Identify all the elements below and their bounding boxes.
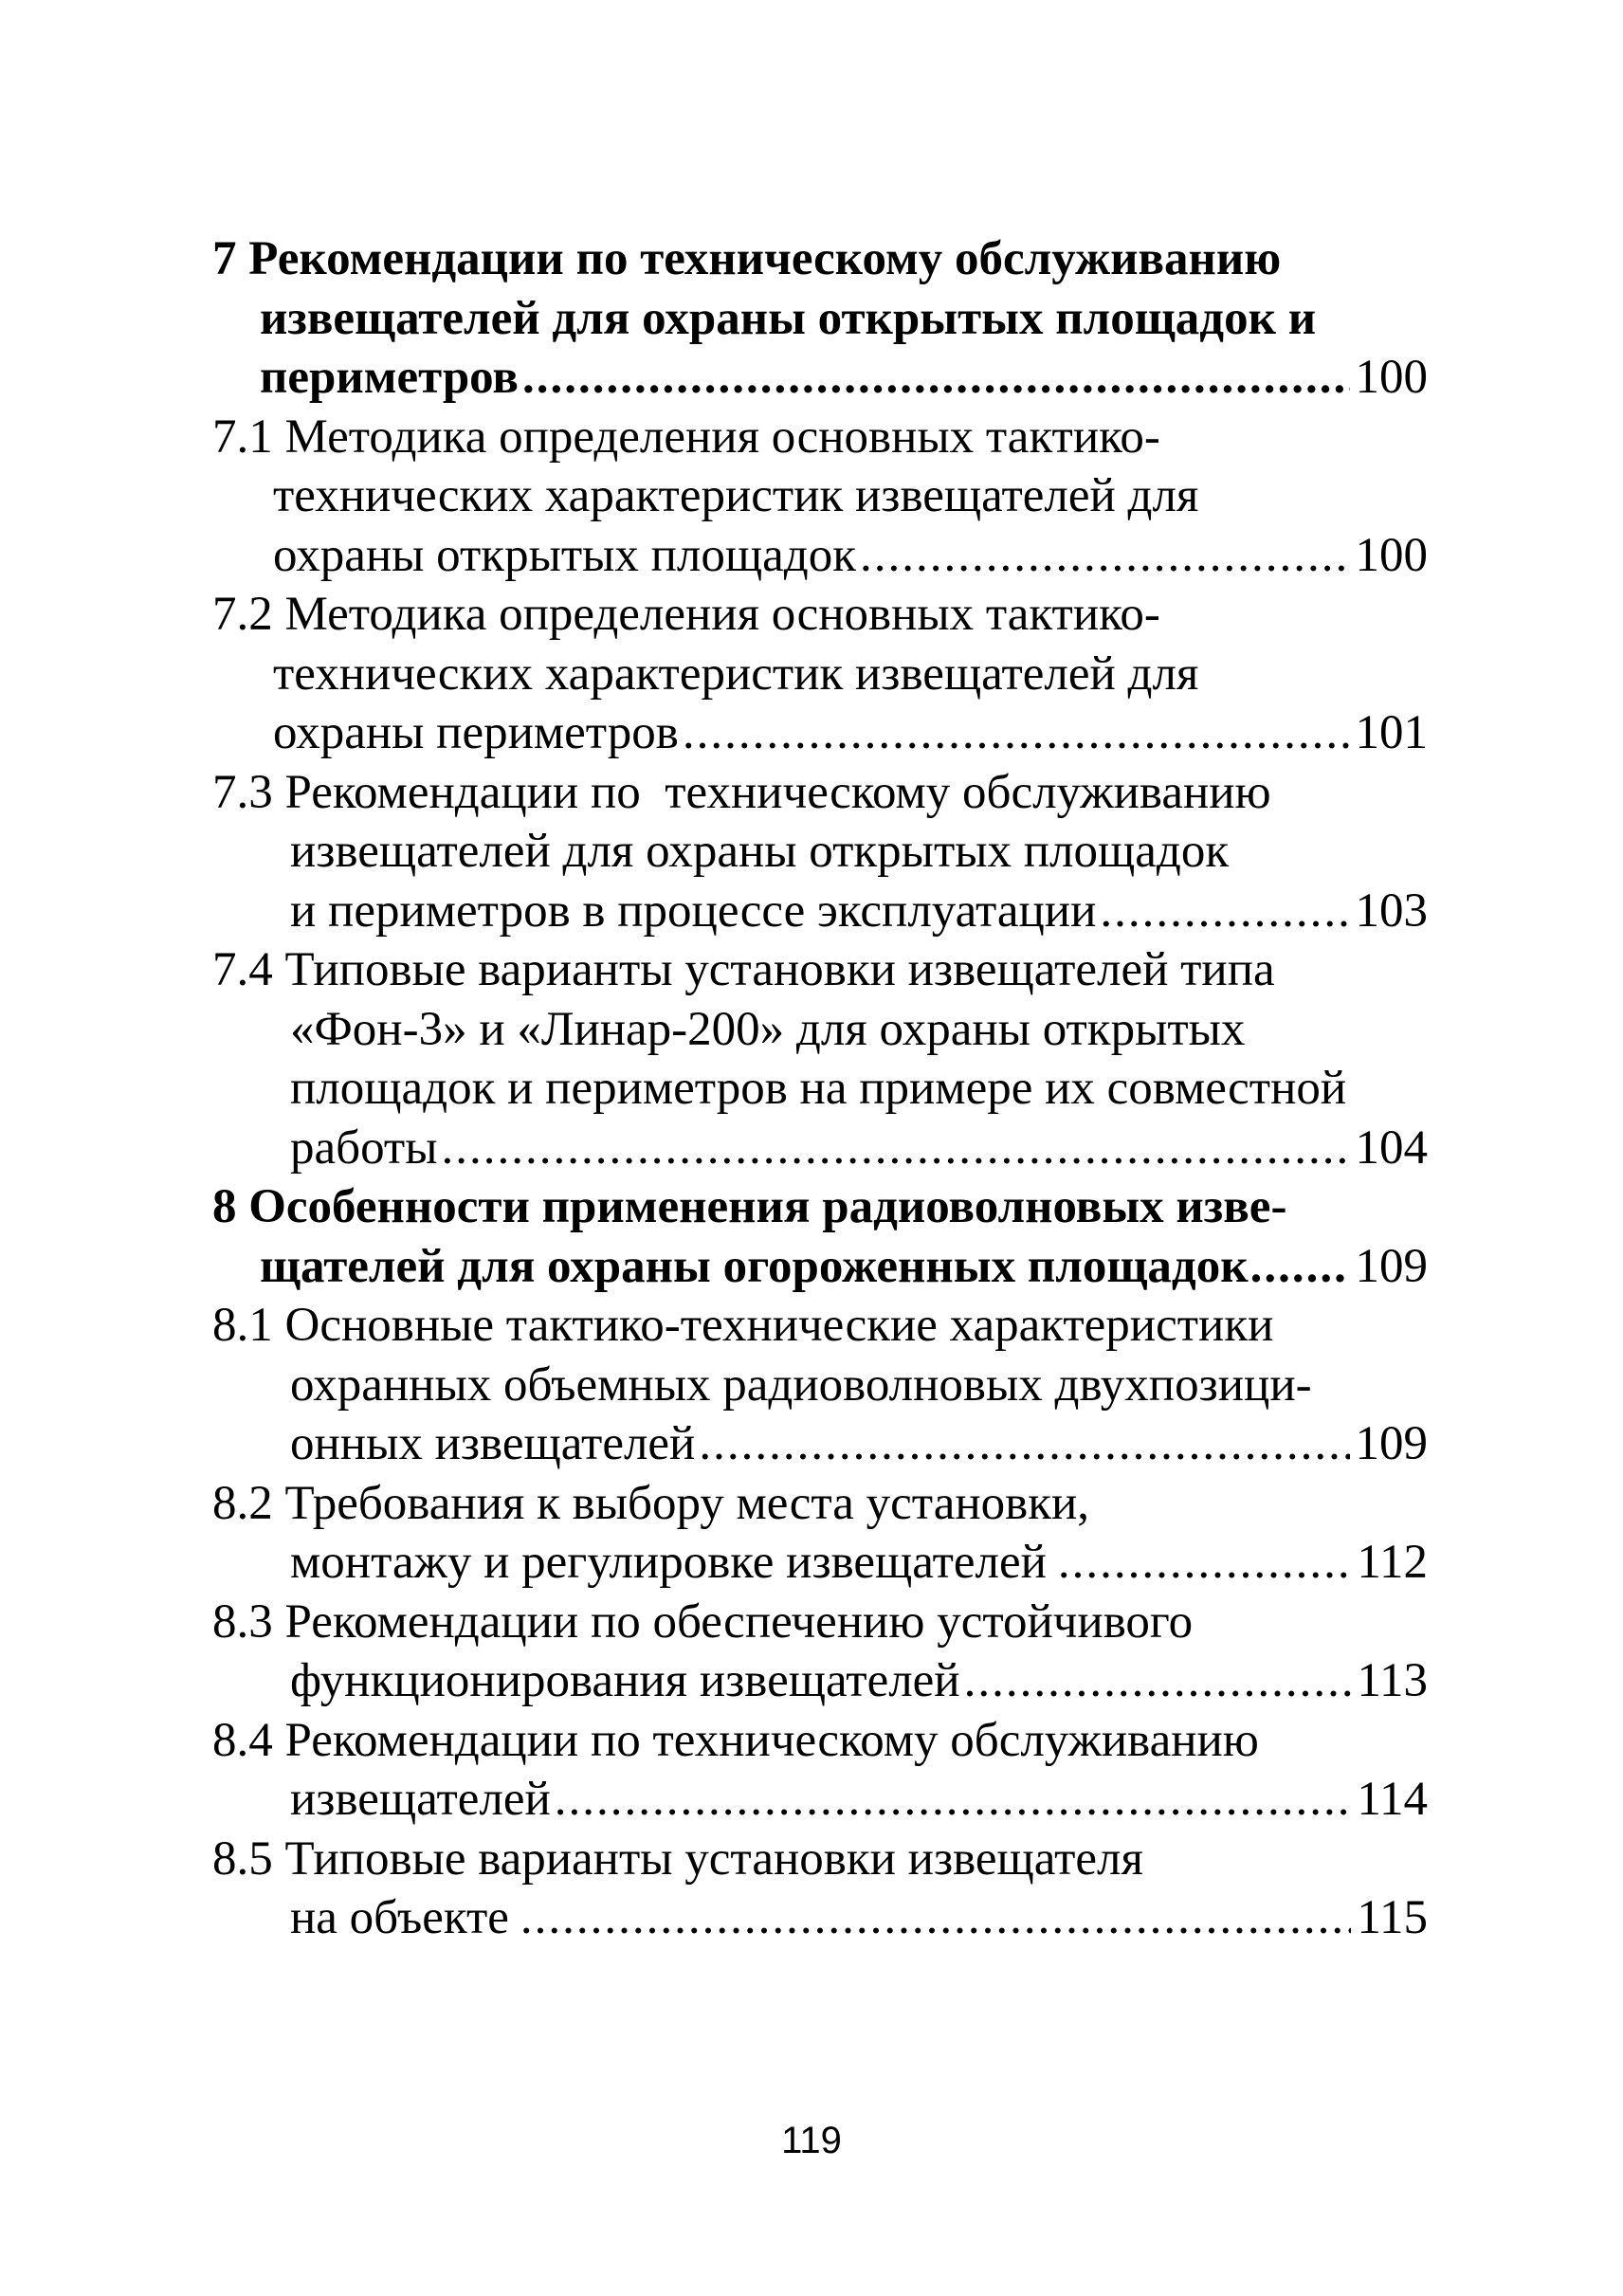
toc-entry-7-2	[212, 585, 1428, 763]
dot-leader	[441, 1119, 1349, 1178]
toc-line	[212, 1711, 1428, 1771]
toc-entry-text: на объекте	[290, 1891, 509, 1944]
toc-entry-text: 7 Рекомендации по техническому обслуживанию	[212, 232, 1282, 285]
toc-page-number: 109	[1355, 1239, 1428, 1293]
toc-entry-text: 8.1 Основные тактико-технические характеристики	[212, 1299, 1274, 1352]
toc-entry-text: онных извещателей	[290, 1417, 696, 1470]
toc-line	[212, 645, 1428, 704]
toc-line	[212, 1770, 1428, 1830]
toc-line	[212, 1177, 1428, 1237]
dot-leader	[1100, 882, 1349, 941]
toc-entry-text: 7.4 Типовые варианты установки извещателей типа	[212, 943, 1275, 996]
toc-line	[212, 1356, 1428, 1415]
toc-entry-text: 8.2 Требования к выбору места установки,	[212, 1476, 1090, 1530]
toc-entry-text: извещателей	[290, 1773, 551, 1826]
toc-line	[212, 1119, 1428, 1178]
toc-line	[212, 882, 1428, 941]
toc-page-number: 113	[1357, 1654, 1428, 1707]
table-of-contents	[212, 229, 1428, 1948]
toc-entry-text: 8 Особенности применения радиоволновых изве-	[212, 1180, 1287, 1233]
toc-page-number: 101	[1355, 706, 1428, 759]
toc-entry-text: охраны открытых площадок	[273, 528, 857, 582]
toc-line	[212, 940, 1428, 1000]
toc-entry-7-4	[212, 940, 1428, 1177]
toc-page-number: 114	[1357, 1773, 1428, 1826]
toc-line	[212, 585, 1428, 645]
toc-entry-text: работы	[290, 1121, 438, 1175]
toc-line	[212, 1888, 1428, 1948]
toc-page-number: 115	[1357, 1891, 1428, 1944]
toc-line	[212, 1651, 1428, 1711]
toc-entry-8-3	[212, 1593, 1428, 1711]
dot-leader	[964, 1651, 1352, 1711]
toc-entry-text: функционирования извещателей	[290, 1654, 960, 1707]
toc-entry-text: 7.3 Рекомендации по техническому обслуживанию	[212, 765, 1271, 819]
toc-entry-text: площадок и периметров на примере их совместной	[290, 1062, 1347, 1115]
dot-leader	[1250, 1237, 1350, 1297]
page-number-footer: 119	[781, 2120, 842, 2161]
toc-entry-8-4	[212, 1711, 1428, 1830]
toc-line	[212, 1533, 1428, 1593]
toc-line	[212, 526, 1428, 586]
dot-leader	[699, 1414, 1349, 1474]
toc-page-number: 103	[1355, 884, 1428, 938]
toc-line	[212, 822, 1428, 882]
toc-entry-text: технических характеристик извещателей для	[273, 647, 1199, 701]
toc-entry-text: 7.1 Методика определения основных тактико-	[212, 410, 1160, 464]
toc-line	[212, 1414, 1428, 1474]
toc-entry-text: охраны периметров	[273, 706, 679, 759]
toc-line	[212, 1059, 1428, 1119]
toc-entry-text: 7.2 Методика определения основных тактико-	[212, 588, 1160, 641]
dot-leader	[683, 703, 1350, 763]
toc-line	[212, 1296, 1428, 1356]
dot-leader	[1058, 1533, 1351, 1593]
toc-line	[212, 703, 1428, 763]
toc-entry-text: 8.5 Типовые варианты установки извещателя	[212, 1831, 1143, 1886]
toc-entry-7-3	[212, 763, 1428, 941]
toc-entry-text: извещателей для охраны открытых площадок и	[260, 291, 1317, 345]
toc-entry-text: охранных объемных радиоволновых двухпозици-	[290, 1358, 1312, 1412]
toc-entry-text: извещателей для охраны открытых площадок	[290, 825, 1230, 878]
toc-line	[212, 348, 1428, 408]
toc-line	[212, 1593, 1428, 1652]
toc-entry-text: монтажу и регулировке извещателей	[290, 1536, 1047, 1589]
toc-line	[212, 1000, 1428, 1060]
toc-entry-7-1	[212, 408, 1428, 586]
toc-entry-8-2	[212, 1474, 1428, 1593]
dot-leader	[520, 1888, 1351, 1948]
toc-page-number: 100	[1355, 528, 1428, 582]
toc-page-number: 109	[1355, 1417, 1428, 1470]
toc-line	[212, 763, 1428, 823]
toc-entry-text: периметров	[260, 351, 519, 404]
toc-line	[212, 1474, 1428, 1534]
toc-line	[212, 408, 1428, 467]
toc-page-number: 104	[1355, 1121, 1428, 1175]
toc-entry-text: 8.3 Рекомендации по обеспечению устойчивого	[212, 1594, 1194, 1649]
toc-line	[212, 229, 1428, 289]
toc-entry-text: 8.4 Рекомендации по техническому обслуживанию	[212, 1713, 1259, 1767]
toc-line	[212, 1830, 1428, 1889]
toc-entry-text: щателей для охраны огороженных площадок	[260, 1239, 1249, 1293]
toc-entry-text: технических характеристик извещателей для	[273, 469, 1199, 522]
toc-page-number: 100	[1355, 351, 1428, 404]
toc-entry-text: и периметров в процессе эксплуатации	[290, 884, 1097, 938]
dot-leader	[555, 1770, 1352, 1830]
toc-entry-8-1	[212, 1296, 1428, 1474]
toc-page-number: 112	[1357, 1536, 1428, 1589]
toc-entry-chapter-8	[212, 1177, 1428, 1296]
toc-entry-chapter-7	[212, 229, 1428, 408]
dot-leader	[522, 348, 1350, 408]
toc-line	[212, 1237, 1428, 1297]
toc-entry-8-5	[212, 1830, 1428, 1948]
dot-leader	[860, 526, 1349, 586]
toc-entry-text: «Фон-3» и «Линар-200» для охраны открытых	[290, 1002, 1246, 1056]
toc-line	[212, 466, 1428, 526]
toc-line	[212, 289, 1428, 349]
